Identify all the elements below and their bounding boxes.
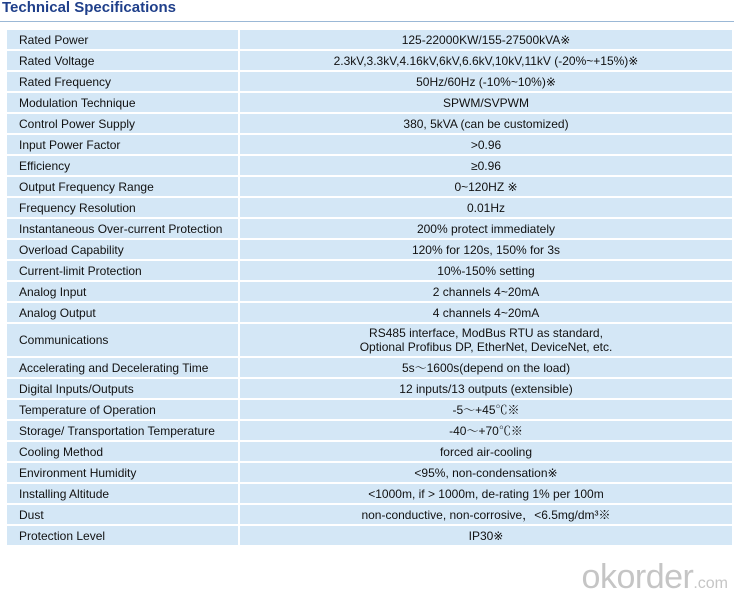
table-row [7, 442, 732, 461]
spec-value-line: 125-22000KW/155-27500kVA※ [401, 32, 571, 47]
spec-value-line: >0.96 [470, 137, 502, 152]
spec-value-line: forced air-cooling [439, 444, 533, 459]
table-row [7, 505, 732, 524]
table-row [7, 93, 732, 112]
spec-label: Dust [7, 505, 238, 524]
spec-value-line: 120% for 120s, 150% for 3s [411, 242, 561, 257]
spec-value [240, 51, 732, 70]
spec-value [240, 400, 732, 419]
table-row [7, 282, 732, 301]
spec-label: Installing Altitude [7, 484, 238, 503]
watermark-suffix: .com [693, 575, 728, 592]
spec-label: Analog Output [7, 303, 238, 322]
spec-label: Communications [7, 324, 238, 356]
specifications-table [5, 28, 734, 547]
spec-value [240, 358, 732, 377]
spec-label: Instantaneous Over-current Protection [7, 219, 238, 238]
spec-label: Rated Power [7, 30, 238, 49]
spec-label: Overload Capability [7, 240, 238, 259]
spec-value-line: <1000m, if > 1000m, de-rating 1% per 100m [368, 486, 604, 501]
spec-value [240, 324, 732, 356]
spec-label: Frequency Resolution [7, 198, 238, 217]
spec-value-line: 380, 5kVA (can be customized) [403, 116, 569, 131]
spec-label: Cooling Method [7, 442, 238, 461]
spec-value [240, 156, 732, 175]
spec-label: Digital Inputs/Outputs [7, 379, 238, 398]
table-row [7, 484, 732, 503]
spec-value [240, 442, 732, 461]
spec-label: Protection Level [7, 526, 238, 545]
table-row [7, 135, 732, 154]
spec-value [240, 463, 732, 482]
spec-value [240, 135, 732, 154]
table-row [7, 400, 732, 419]
spec-label: Rated Frequency [7, 72, 238, 91]
spec-value-line: <95%, non-condensation※ [414, 465, 558, 480]
spec-value [240, 282, 732, 301]
spec-label: Environment Humidity [7, 463, 238, 482]
spec-value [240, 198, 732, 217]
spec-value-line: RS485 interface, ModBus RTU as standard, [369, 326, 603, 340]
spec-value [240, 379, 732, 398]
spec-value [240, 526, 732, 545]
spec-value-line: 2.3kV,3.3kV,4.16kV,6kV,6.6kV,10kV,11kV (-20%~+15%)※ [333, 53, 639, 68]
spec-value-line: ≥0.96 [471, 158, 501, 173]
table-row [7, 51, 732, 70]
spec-value-line: non-conductive, non-corrosive，<6.5mg/dm³※ [361, 507, 611, 522]
page-title: Technical Specifications [2, 0, 176, 16]
table-row [7, 198, 732, 217]
table-row [7, 219, 732, 238]
specifications-body [7, 30, 732, 545]
spec-value-line: 50Hz/60Hz (-10%~10%)※ [416, 74, 556, 89]
spec-label: Temperature of Operation [7, 400, 238, 419]
spec-value-line: 4 channels 4~20mA [432, 305, 540, 320]
table-row [7, 358, 732, 377]
spec-label: Rated Voltage [7, 51, 238, 70]
spec-label: Accelerating and Decelerating Time [7, 358, 238, 377]
spec-label: Modulation Technique [7, 93, 238, 112]
table-row [7, 114, 732, 133]
spec-value [240, 177, 732, 196]
table-row [7, 303, 732, 322]
table-row [7, 72, 732, 91]
spec-label: Input Power Factor [7, 135, 238, 154]
table-row [7, 240, 732, 259]
spec-value [240, 30, 732, 49]
spec-label: Analog Input [7, 282, 238, 301]
title-divider [0, 21, 734, 22]
spec-value [240, 219, 732, 238]
spec-value-line: 12 inputs/13 outputs (extensible) [399, 381, 573, 396]
spec-value-line: IP30※ [468, 528, 504, 543]
table-row [7, 379, 732, 398]
spec-value-line: 10%-150% setting [437, 263, 535, 278]
spec-value [240, 484, 732, 503]
spec-value [240, 72, 732, 91]
spec-value [240, 505, 732, 524]
spec-value [240, 261, 732, 280]
spec-label: Control Power Supply [7, 114, 238, 133]
spec-value-line: 200% protect immediately [416, 221, 556, 236]
spec-value-line: 0~120HZ ※ [454, 179, 518, 194]
spec-value [240, 240, 732, 259]
spec-value-line: -40～+70℃※ [449, 423, 523, 438]
spec-value [240, 93, 732, 112]
table-row [7, 261, 732, 280]
spec-value-line: 0.01Hz [466, 200, 506, 215]
table-row [7, 156, 732, 175]
table-row [7, 421, 732, 440]
spec-value-line: SPWM/SVPWM [443, 95, 529, 110]
table-row [7, 324, 732, 356]
spec-value [240, 303, 732, 322]
spec-value-line: -5～+45℃※ [452, 402, 520, 417]
spec-value [240, 421, 732, 440]
spec-value-line: 5s～1600s(depend on the load) [401, 360, 571, 375]
table-row [7, 177, 732, 196]
table-row [7, 463, 732, 482]
watermark-brand: okorder [581, 558, 694, 596]
spec-label: Output Frequency Range [7, 177, 238, 196]
watermark-logo [582, 558, 728, 597]
spec-label: Storage/ Transportation Temperature [7, 421, 238, 440]
table-row [7, 30, 732, 49]
table-row [7, 526, 732, 545]
spec-value-line: Optional Profibus DP, EtherNet, DeviceNet, etc. [359, 340, 613, 354]
spec-label: Efficiency [7, 156, 238, 175]
spec-label: Current-limit Protection [7, 261, 238, 280]
spec-value [240, 114, 732, 133]
spec-value-line: 2 channels 4~20mA [432, 284, 540, 299]
